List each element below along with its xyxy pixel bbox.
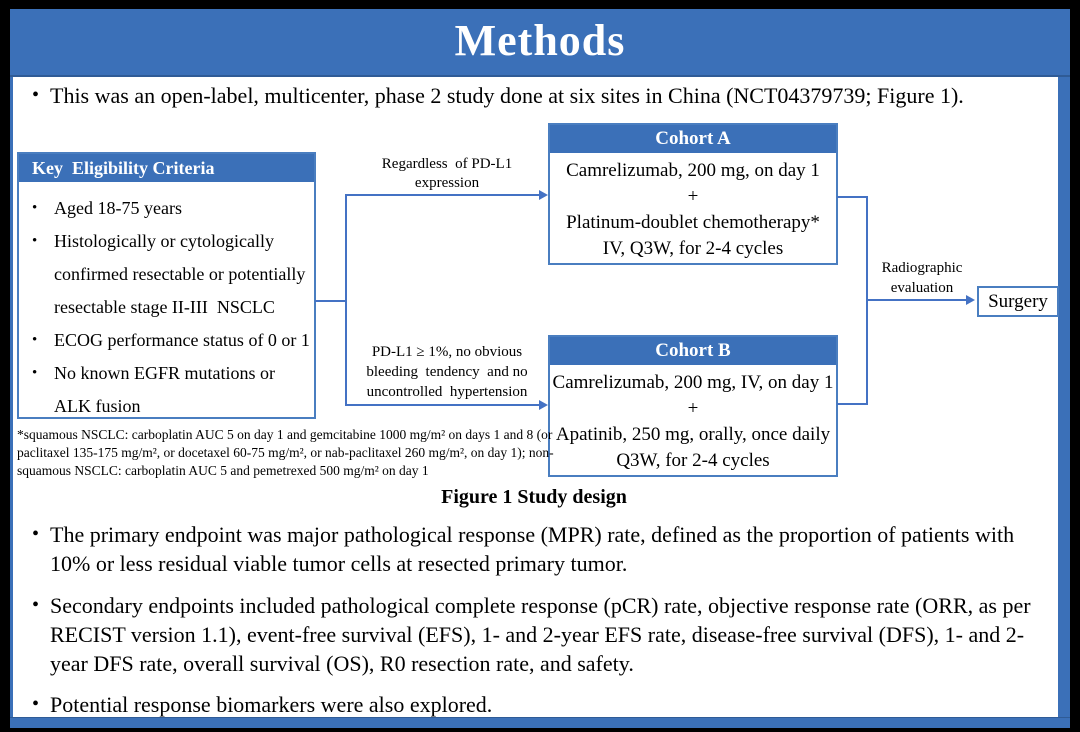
connector-line [837, 196, 868, 198]
cohort-a-box [548, 123, 838, 265]
cohort-a-body: Camrelizumab, 200 mg, on day 1 + Platinum-doublet chemotherapy* IV, Q3W, for 2-4 cycles [566, 160, 820, 259]
figure-caption: Figure 1 Study design [441, 486, 627, 508]
list-item: • No known EGFR mutations or ALK fusion [32, 357, 308, 423]
cohort-a-header: Cohort A [550, 125, 836, 153]
eligibility-header: Key Eligibility Criteria [19, 154, 314, 182]
slide [10, 9, 1070, 728]
eligibility-list [19, 182, 314, 423]
connector-line [315, 300, 346, 302]
connector-line [345, 404, 541, 406]
secondary-endpoints-bullet: • Secondary endpoints included pathological complete response (pCR) rate, objective response rate (ORR, as per RECIST version 1.1), event-free survival (EFS), 1- and 2-year EFS rate, disease-free survival (DFS), 1- and 2-year DFS rate, overall survival (OS), R0 resection rate, and safety. [20, 591, 1058, 678]
figure-footnote: *squamous NSCLC: carboplatin AUC 5 on day 1 and gemcitabine 1000 mg/m² on days 1 and 8 (or paclitaxel 135-175 mg/m², or docetaxel 60-75 mg/m², or nab-paclitaxel 260 mg/m², on day 1); non- squamous NSCLC: carboplatin AUC 5 and pemetrexed 500 mg/m² on day 1 [17, 427, 554, 478]
connector-line [866, 299, 968, 301]
cohort-b-header: Cohort B [550, 337, 836, 365]
page-title: Methods [454, 16, 626, 65]
eligibility-box [17, 152, 316, 419]
left-border-strip [10, 77, 13, 728]
list-item: • Histologically or cytologically confirmed resectable or potentially resectable stage II-III NSCLC [32, 225, 308, 324]
intro-bullet: • This was an open-label, multicenter, phase 2 study done at six sites in China (NCT04379739; Figure 1). [20, 81, 1080, 110]
cohort-b-body: Camrelizumab, 200 mg, IV, on day 1 + Apatinib, 250 mg, orally, once daily Q3W, for 2-4 cycles [552, 372, 834, 471]
primary-endpoint-bullet: • The primary endpoint was major pathological response (MPR) rate, defined as the proportion of patients with 10% or less residual viable tumor cells at resected primary tumor. [20, 520, 1058, 578]
branch-bottom-label: PD-L1 ≥ 1%, no obvious bleeding tendency and no uncontrolled hypertension [366, 344, 528, 400]
connector-line [345, 194, 347, 406]
list-item: • Aged 18-75 years [32, 192, 308, 225]
title-bar [10, 9, 1070, 77]
branch-top-label: Regardless of PD-L1 expression [381, 156, 513, 191]
arrowhead-right-icon [539, 400, 548, 410]
arrowhead-right-icon [539, 190, 548, 200]
list-item: • ECOG performance status of 0 or 1 [32, 324, 308, 357]
surgery-box: Surgery [977, 286, 1059, 317]
cohort-b-box [548, 335, 838, 477]
connector-line [837, 403, 868, 405]
biomarkers-bullet: • Potential response biomarkers were also explored. [20, 690, 1058, 719]
radiographic-evaluation-label: Radiographic evaluation [881, 260, 963, 296]
connector-line [345, 194, 541, 196]
right-border-strip [1058, 77, 1070, 728]
